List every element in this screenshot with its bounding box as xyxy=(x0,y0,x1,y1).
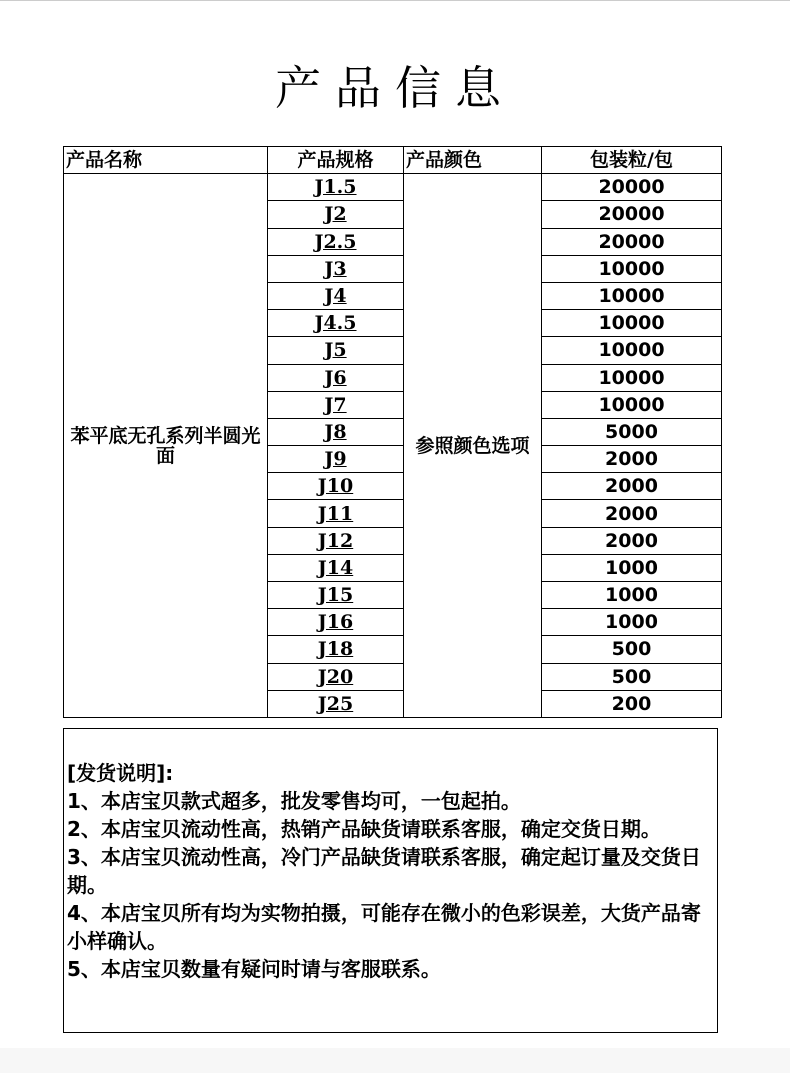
header-qty: 包装粒/包 xyxy=(542,147,722,174)
qty-cell: 500 xyxy=(542,636,722,663)
spec-cell: J3 xyxy=(268,255,404,282)
qty-cell: 2000 xyxy=(542,500,722,527)
qty-cell: 2000 xyxy=(542,527,722,554)
qty-cell: 2000 xyxy=(542,446,722,473)
note-line: 3、本店宝贝流动性高，冷门产品缺货请联系客服，确定起订量及交货日期。 xyxy=(67,845,701,897)
color-cell: 参照颜色选项 xyxy=(404,174,542,718)
product-name-cell: 苯平底无孔系列半圆光面 xyxy=(64,174,268,718)
spec-cell: J4 xyxy=(268,282,404,309)
qty-cell: 10000 xyxy=(542,364,722,391)
spec-cell: J1.5 xyxy=(268,174,404,201)
qty-cell: 10000 xyxy=(542,337,722,364)
spec-cell: J8 xyxy=(268,418,404,445)
spec-cell: J4.5 xyxy=(268,310,404,337)
spec-cell: J6 xyxy=(268,364,404,391)
spec-cell: J16 xyxy=(268,609,404,636)
spec-cell: J10 xyxy=(268,473,404,500)
qty-cell: 1000 xyxy=(542,554,722,581)
spec-cell: J11 xyxy=(268,500,404,527)
spec-cell: J2.5 xyxy=(268,228,404,255)
header-color: 产品颜色 xyxy=(404,147,542,174)
note-line: 5、本店宝贝数量有疑问时请与客服联系。 xyxy=(67,957,441,981)
header-spec: 产品规格 xyxy=(268,147,404,174)
qty-cell: 1000 xyxy=(542,582,722,609)
qty-cell: 10000 xyxy=(542,310,722,337)
note-line: 1、本店宝贝款式超多，批发零售均可，一包起拍。 xyxy=(67,789,521,813)
qty-cell: 5000 xyxy=(542,418,722,445)
header-product-name: 产品名称 xyxy=(64,147,268,174)
notes-heading: [发货说明]: xyxy=(67,761,174,785)
note-line: 4、本店宝贝所有均为实物拍摄，可能存在微小的色彩误差，大货产品寄小样确认。 xyxy=(67,901,701,953)
qty-cell: 10000 xyxy=(542,282,722,309)
spec-cell: J14 xyxy=(268,554,404,581)
qty-cell: 20000 xyxy=(542,201,722,228)
spec-cell: J12 xyxy=(268,527,404,554)
spec-cell: J25 xyxy=(268,690,404,717)
shipping-notes xyxy=(63,728,718,1033)
qty-cell: 20000 xyxy=(542,228,722,255)
qty-cell: 10000 xyxy=(542,391,722,418)
qty-cell: 1000 xyxy=(542,609,722,636)
spec-cell: J20 xyxy=(268,663,404,690)
spec-cell: J7 xyxy=(268,391,404,418)
table-header-row xyxy=(64,147,722,174)
spec-cell: J9 xyxy=(268,446,404,473)
spec-cell: J15 xyxy=(268,582,404,609)
qty-cell: 2000 xyxy=(542,473,722,500)
note-line: 2、本店宝贝流动性高，热销产品缺货请联系客服，确定交货日期。 xyxy=(67,817,661,841)
product-table xyxy=(63,146,722,718)
spec-cell: J2 xyxy=(268,201,404,228)
qty-cell: 20000 xyxy=(542,174,722,201)
qty-cell: 200 xyxy=(542,690,722,717)
spec-cell: J18 xyxy=(268,636,404,663)
bottom-band xyxy=(0,1048,790,1073)
top-divider xyxy=(0,0,790,1)
table-row xyxy=(64,174,722,201)
page-title: 产品信息 xyxy=(275,61,515,115)
qty-cell: 10000 xyxy=(542,255,722,282)
spec-cell: J5 xyxy=(268,337,404,364)
qty-cell: 500 xyxy=(542,663,722,690)
